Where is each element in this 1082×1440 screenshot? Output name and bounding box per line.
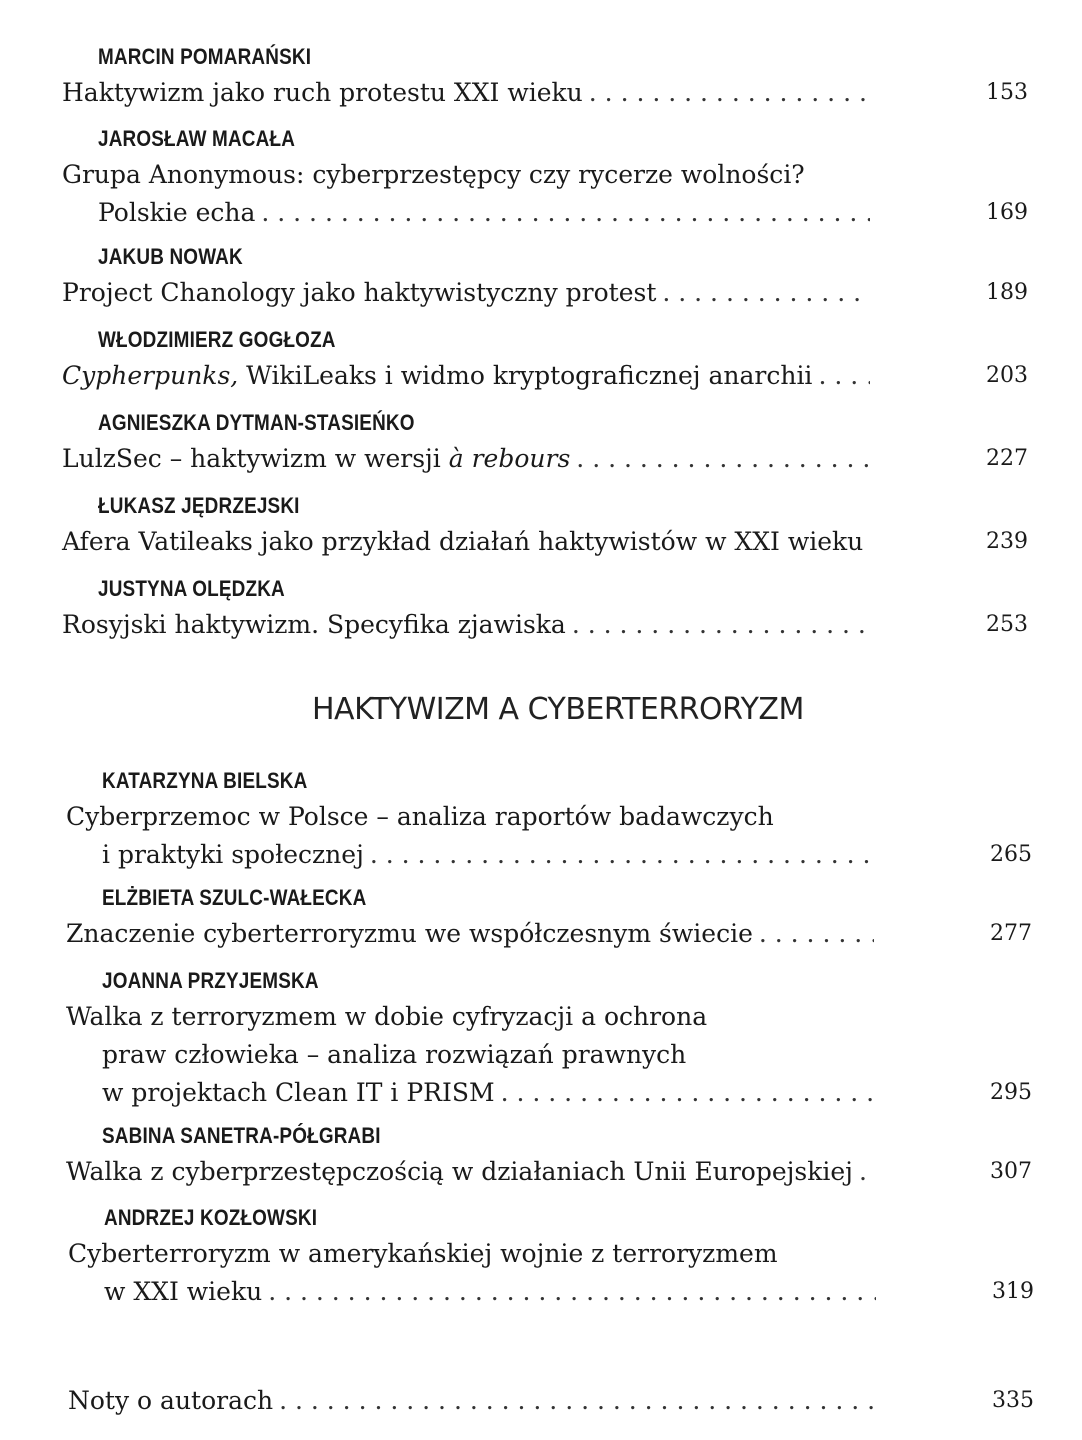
entry-page-number: 189 bbox=[986, 280, 1028, 305]
entry-title-line: Grupa Anonymous: cyberprzestępcy czy rycerze wolności? bbox=[62, 160, 805, 189]
entry-page-number: 253 bbox=[986, 612, 1028, 637]
entry-author: AGNIESZKA DYTMAN-STASIEŃKO bbox=[98, 410, 415, 435]
leader-dots bbox=[279, 1382, 876, 1420]
entry-title-line: praw człowieka – analiza rozwiązań prawnych bbox=[102, 1040, 687, 1069]
entry-title-line: LulzSec – haktywizm w wersji à rebours . . . bbox=[62, 440, 870, 478]
leader-dots bbox=[268, 1273, 876, 1311]
toc-entry bbox=[66, 964, 1032, 1112]
leader-dots bbox=[759, 915, 874, 953]
entry-author: JUSTYNA OLĘDZKA bbox=[98, 576, 285, 601]
entry-page-number: 307 bbox=[990, 1159, 1032, 1184]
entry-title-line: Znaczenie cyberterroryzmu we współczesnym świecie . . . bbox=[66, 915, 874, 953]
entry-title-line: Project Chanology jako haktywistyczny protest . . . bbox=[62, 274, 870, 312]
toc-entry bbox=[62, 489, 1028, 561]
entry-page-number: 227 bbox=[986, 446, 1028, 471]
entry-title-line: Polskie echa . . . bbox=[62, 194, 870, 232]
leader-dots bbox=[818, 357, 870, 395]
leader-dots bbox=[869, 523, 870, 561]
toc-entry bbox=[62, 323, 1028, 395]
entry-title-line: Walka z terroryzmem w dobie cyfryzacji a ochrona bbox=[66, 1002, 708, 1031]
entry-page-number: 153 bbox=[986, 80, 1028, 105]
entry-author: JAROSŁAW MACAŁA bbox=[98, 126, 296, 151]
leader-dots bbox=[576, 440, 870, 478]
entry-author: ŁUKASZ JĘDRZEJSKI bbox=[98, 493, 300, 518]
entry-title-line: Afera Vatileaks jako przykład działań haktywistów w XXI wieku . . . bbox=[62, 523, 870, 561]
entry-author: KATARZYNA BIELSKA bbox=[102, 768, 308, 793]
entry-page-number: 169 bbox=[986, 200, 1028, 225]
entry-page-number: 295 bbox=[990, 1080, 1032, 1105]
leader-dots bbox=[589, 74, 870, 112]
leader-dots bbox=[261, 194, 870, 232]
entry-page-number: 335 bbox=[992, 1388, 1034, 1413]
entry-author: JOANNA PRZYJEMSKA bbox=[102, 968, 319, 993]
leader-dots bbox=[572, 606, 870, 644]
toc-entry bbox=[62, 240, 1028, 312]
leader-dots bbox=[370, 836, 874, 874]
toc-entry bbox=[66, 881, 1032, 953]
toc-entry bbox=[62, 572, 1028, 644]
toc-entry bbox=[66, 1119, 1032, 1191]
leader-dots bbox=[859, 1153, 874, 1191]
entry-title-line: Noty o autorach . . . bbox=[68, 1382, 876, 1420]
entry-title-line: i praktyki społecznej . . . bbox=[66, 836, 874, 874]
entry-page-number: 319 bbox=[992, 1279, 1034, 1304]
entry-title-line: w projektach Clean IT i PRISM . . . bbox=[66, 1074, 874, 1112]
entry-author: JAKUB NOWAK bbox=[98, 244, 243, 269]
entry-page-number: 203 bbox=[986, 363, 1028, 388]
entry-title-line: Haktywizm jako ruch protestu XXI wieku . . . bbox=[62, 74, 870, 112]
entry-page-number: 239 bbox=[986, 529, 1028, 554]
entry-title-line: w XXI wieku . . . bbox=[68, 1273, 876, 1311]
entry-author: SABINA SANETRA-PÓŁGRABI bbox=[102, 1123, 381, 1148]
entry-title-line: Cyberterroryzm w amerykańskiej wojnie z terroryzmem bbox=[68, 1239, 778, 1268]
toc-entry bbox=[62, 40, 1028, 112]
entry-page-number: 277 bbox=[990, 921, 1032, 946]
toc-entry bbox=[66, 764, 1032, 874]
entry-title-line: Walka z cyberprzestępczością w działaniach Unii Europejskiej . . . bbox=[66, 1153, 874, 1191]
entry-author: ANDRZEJ KOZŁOWSKI bbox=[104, 1205, 318, 1230]
toc-entry bbox=[62, 122, 1028, 232]
entry-author: ELŻBIETA SZULC-WAŁECKA bbox=[102, 885, 367, 910]
toc-entry bbox=[62, 406, 1028, 478]
toc-entry bbox=[68, 1382, 1034, 1420]
entry-author: WŁODZIMIERZ GOGŁOZA bbox=[98, 327, 336, 352]
entry-title-line: Cypherpunks, WikiLeaks i widmo kryptograficznej anarchii . . . bbox=[62, 357, 870, 395]
entry-author: MARCIN POMARAŃSKI bbox=[98, 44, 312, 69]
entry-page-number: 265 bbox=[990, 842, 1032, 867]
section-heading: HAKTYWIZM A CYBERTERRORYZM bbox=[312, 692, 804, 727]
entry-title-line: Cyberprzemoc w Polsce – analiza raportów badawczych bbox=[66, 802, 774, 831]
entry-title-line: Rosyjski haktywizm. Specyfika zjawiska . . . bbox=[62, 606, 870, 644]
leader-dots bbox=[501, 1074, 874, 1112]
leader-dots bbox=[662, 274, 870, 312]
toc-entry bbox=[68, 1201, 1034, 1311]
